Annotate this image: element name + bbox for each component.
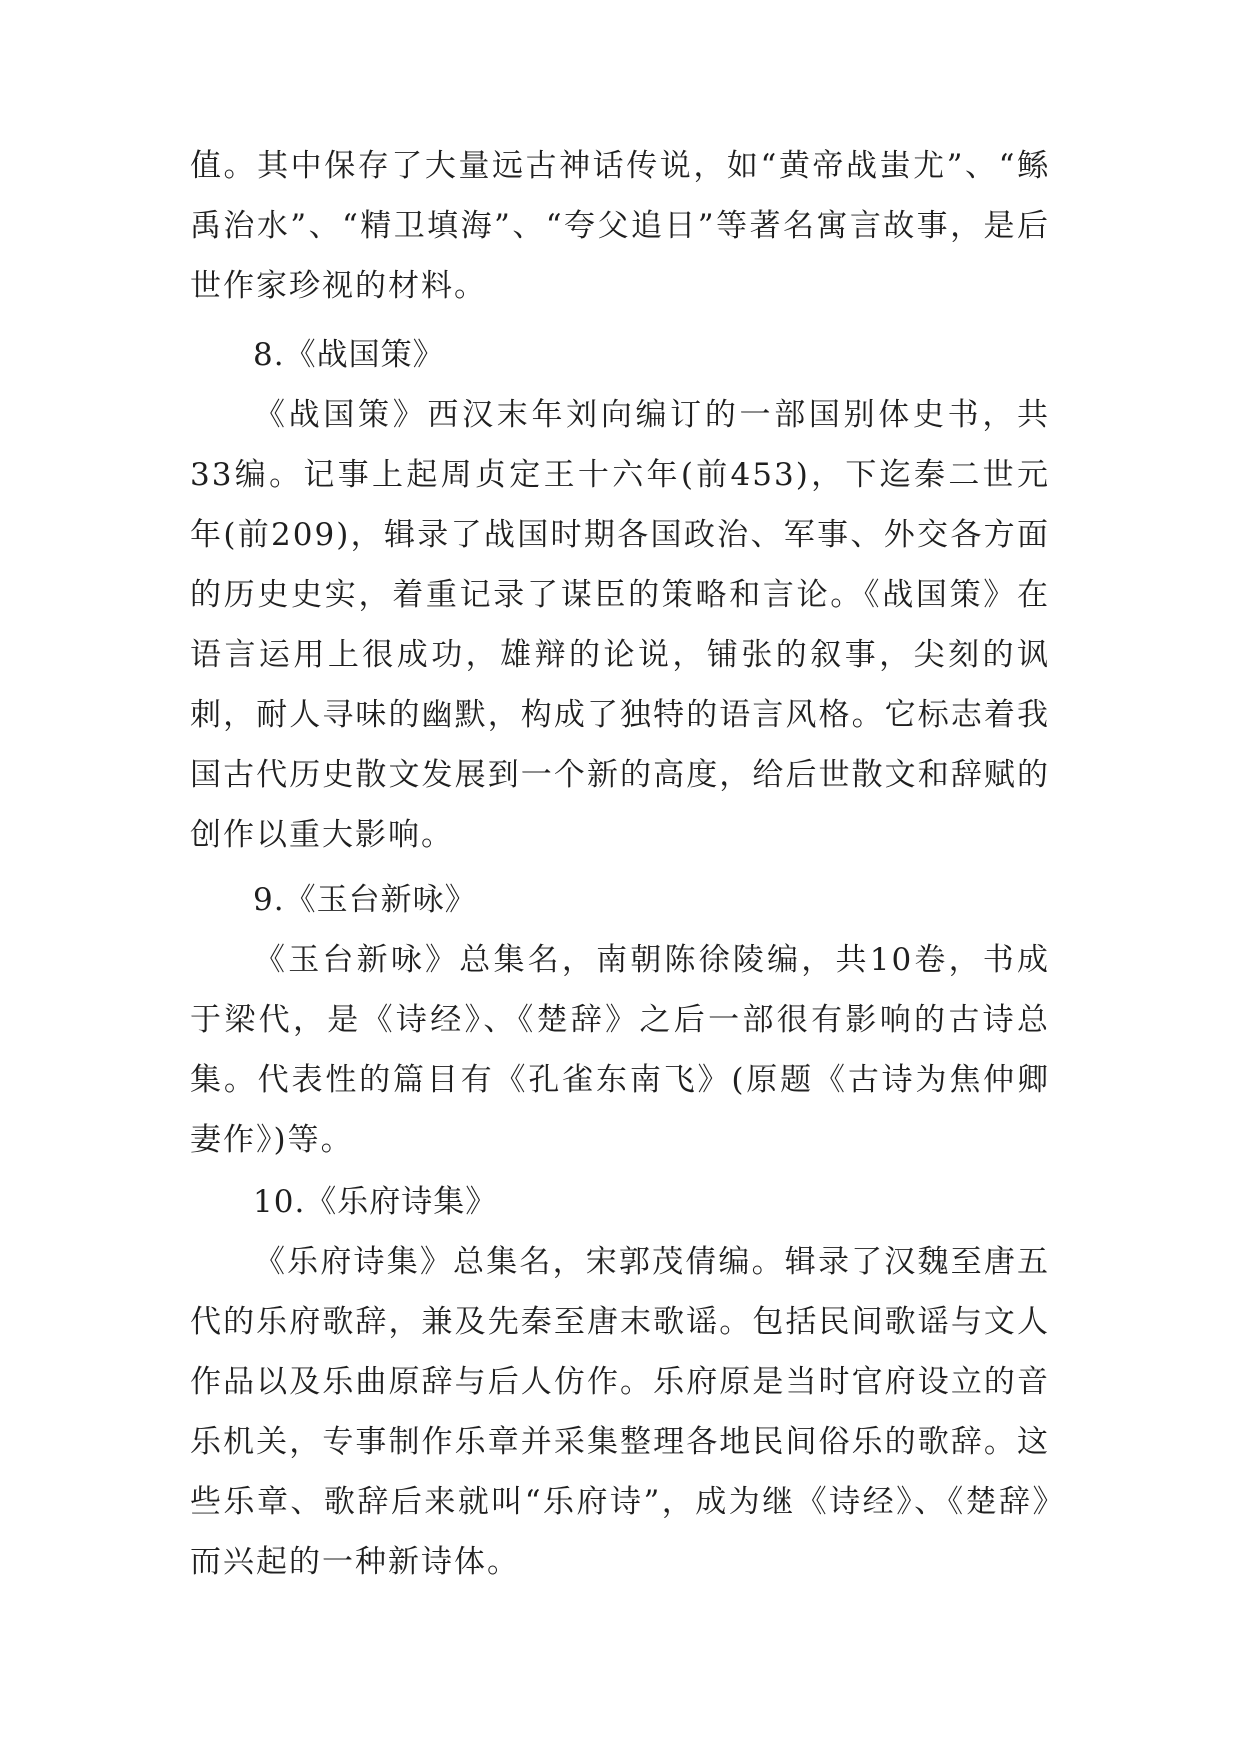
- heading-yutaixinyong: 9.《玉台新咏》: [253, 882, 477, 918]
- heading-zhanguoce: 8.《战国策》: [253, 337, 445, 373]
- paragraph-zhanguoce: 《战国策》西汉末年刘向编订的一部国别体史书，共33编。记事上起周贞定王十六年(前453)，下迄秦二世元年(前209)，辑录了战国时期各国政治、军事、外交各方面的历史史实，着重记录了谋臣的策略和言论。《战国策》在语言运用上很成功，雄辩的论说，铺张的叙事，尖刻的讽刺，耐人寻味的幽默，构成了独特的语言风格。它标志着我国古代历史散文发展到一个新的高度，给后世散文和辞赋的创作以重大影响。: [190, 397, 1050, 853]
- heading-yuefushiji: 10.《乐府诗集》: [253, 1184, 498, 1220]
- paragraph-shanhaijing-continued: 值。其中保存了大量远古神话传说，如“黄帝战蚩尤”、“鲧禹治水”、“精卫填海”、“夸父追日”等著名寓言故事，是后世作家珍视的材料。: [190, 148, 1050, 304]
- paragraph-yuefushiji: 《乐府诗集》总集名，宋郭茂倩编。辑录了汉魏至唐五代的乐府歌辞，兼及先秦至唐末歌谣。包括民间歌谣与文人作品以及乐曲原辞与后人仿作。乐府原是当时官府设立的音乐机关，专事制作乐章并采集整理各地民间俗乐的歌辞。这些乐章、歌辞后来就叫“乐府诗”，成为继《诗经》、《楚辞》而兴起的一种新诗体。: [190, 1244, 1050, 1580]
- paragraph-yutaixinyong: 《玉台新咏》总集名，南朝陈徐陵编，共10卷，书成于梁代，是《诗经》、《楚辞》之后一部很有影响的古诗总集。代表性的篇目有《孔雀东南飞》(原题《古诗为焦仲卿妻作》)等。: [190, 942, 1050, 1158]
